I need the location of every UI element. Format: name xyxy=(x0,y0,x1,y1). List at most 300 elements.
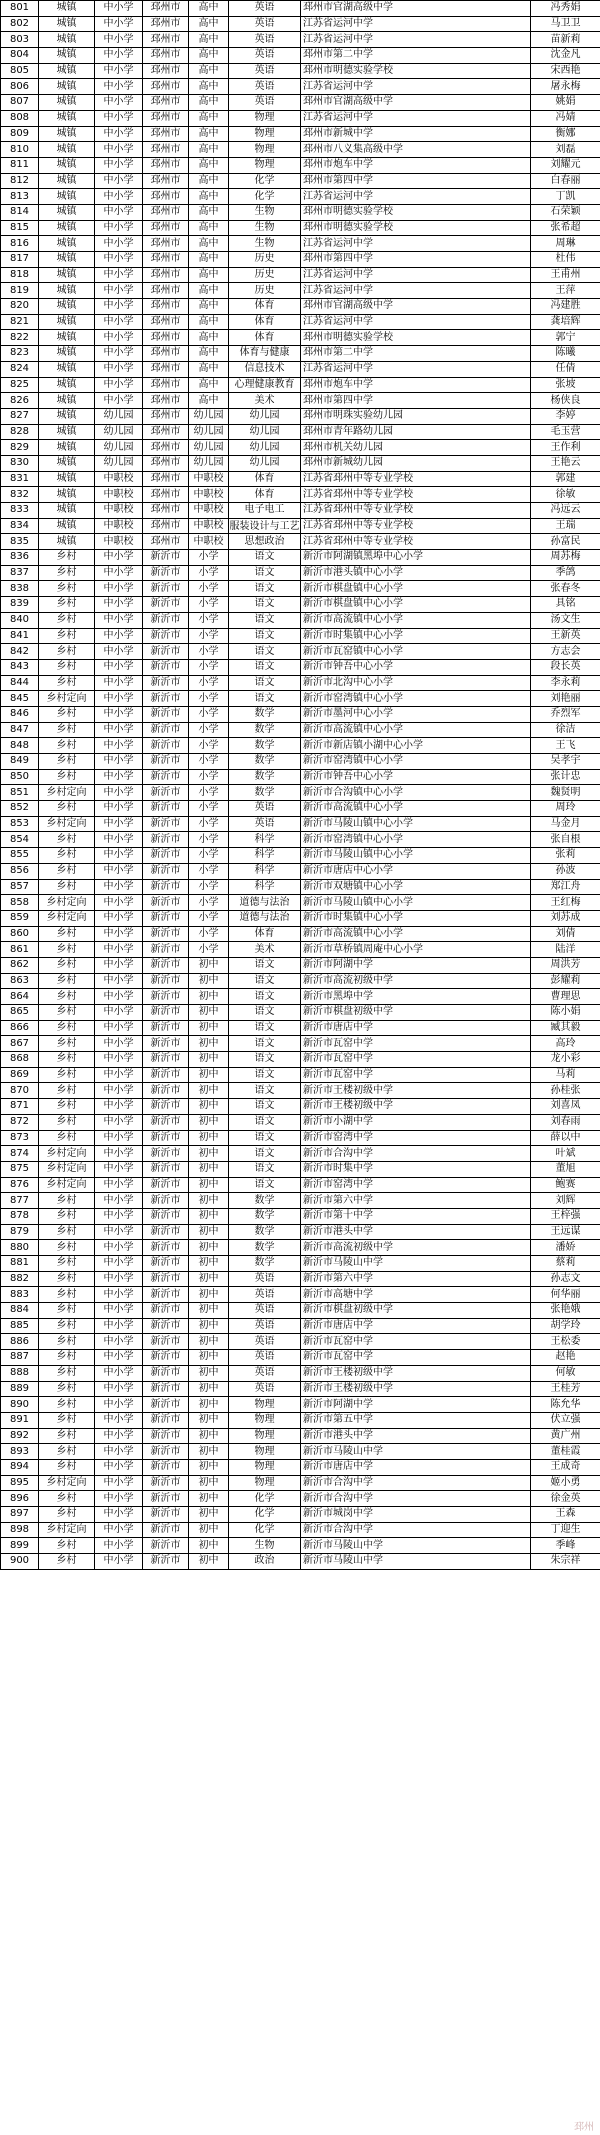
cell-city: 新沂市 xyxy=(143,769,189,785)
cell-level: 中小学 xyxy=(95,910,143,926)
cell-name: 陈允华 xyxy=(531,1397,600,1413)
cell-school: 新沂市第六中学 xyxy=(301,1271,531,1287)
cell-name: 曹理思 xyxy=(531,989,600,1005)
cell-no: 828 xyxy=(1,424,39,440)
cell-area: 城镇 xyxy=(39,63,95,79)
cell-area: 乡村 xyxy=(39,973,95,989)
cell-name: 张希超 xyxy=(531,220,600,236)
cell-school: 新沂市王楼初级中学 xyxy=(301,1381,531,1397)
cell-no: 850 xyxy=(1,769,39,785)
cell-name: 徐敏 xyxy=(531,487,600,503)
cell-school: 新沂市王楼初级中学 xyxy=(301,1083,531,1099)
cell-stage: 高中 xyxy=(189,126,229,142)
table-row xyxy=(1,1052,600,1068)
table-row xyxy=(1,612,600,628)
cell-school: 江苏省邳州中等专业学校 xyxy=(301,534,531,550)
table-row xyxy=(1,1193,600,1209)
cell-subject: 生物 xyxy=(229,220,301,236)
table-row xyxy=(1,910,600,926)
cell-no: 865 xyxy=(1,1005,39,1021)
cell-name: 王松委 xyxy=(531,1334,600,1350)
cell-stage: 初中 xyxy=(189,957,229,973)
cell-subject: 历史 xyxy=(229,252,301,268)
cell-no: 895 xyxy=(1,1475,39,1491)
cell-subject: 体育 xyxy=(229,926,301,942)
cell-city: 邳州市 xyxy=(143,63,189,79)
cell-subject: 数学 xyxy=(229,1208,301,1224)
cell-subject: 语文 xyxy=(229,1177,301,1193)
cell-city: 新沂市 xyxy=(143,816,189,832)
table-row xyxy=(1,1036,600,1052)
cell-subject: 语文 xyxy=(229,1161,301,1177)
cell-city: 邳州市 xyxy=(143,503,189,519)
cell-level: 中小学 xyxy=(95,361,143,377)
cell-subject: 体育 xyxy=(229,299,301,315)
cell-city: 邳州市 xyxy=(143,330,189,346)
cell-school: 新沂市唐店中学 xyxy=(301,1459,531,1475)
table-row xyxy=(1,1522,600,1538)
cell-area: 城镇 xyxy=(39,455,95,471)
cell-subject: 语文 xyxy=(229,1052,301,1068)
cell-city: 新沂市 xyxy=(143,1067,189,1083)
cell-level: 中小学 xyxy=(95,1146,143,1162)
cell-subject: 历史 xyxy=(229,267,301,283)
cell-school: 江苏省运河中学 xyxy=(301,110,531,126)
cell-subject: 生物 xyxy=(229,1538,301,1554)
cell-subject: 语文 xyxy=(229,1130,301,1146)
cell-school: 新沂市窑湾镇中心小学 xyxy=(301,691,531,707)
cell-name: 李婷 xyxy=(531,408,600,424)
cell-school: 新沂市瓦窑中学 xyxy=(301,1052,531,1068)
table-row xyxy=(1,675,600,691)
cell-school: 新沂市第六中学 xyxy=(301,1193,531,1209)
cell-subject: 语文 xyxy=(229,1146,301,1162)
cell-stage: 初中 xyxy=(189,1507,229,1523)
cell-name: 伏立强 xyxy=(531,1412,600,1428)
table-row xyxy=(1,204,600,220)
cell-area: 乡村定向 xyxy=(39,1161,95,1177)
cell-school: 新沂市瓦窑镇中心小学 xyxy=(301,644,531,660)
cell-school: 新沂市墨河中心小学 xyxy=(301,706,531,722)
cell-city: 新沂市 xyxy=(143,1522,189,1538)
cell-level: 中小学 xyxy=(95,769,143,785)
table-row xyxy=(1,957,600,973)
table-row xyxy=(1,1020,600,1036)
cell-school: 邳州市新城幼儿园 xyxy=(301,455,531,471)
cell-subject: 物理 xyxy=(229,142,301,158)
table-row xyxy=(1,1365,600,1381)
cell-level: 中小学 xyxy=(95,189,143,205)
cell-subject: 英语 xyxy=(229,32,301,48)
cell-subject: 物理 xyxy=(229,1475,301,1491)
cell-level: 中小学 xyxy=(95,1444,143,1460)
table-row xyxy=(1,550,600,566)
cell-name: 臧其毅 xyxy=(531,1020,600,1036)
cell-level: 中职校 xyxy=(95,503,143,519)
table-row xyxy=(1,1507,600,1523)
table-row xyxy=(1,565,600,581)
cell-area: 城镇 xyxy=(39,424,95,440)
cell-city: 新沂市 xyxy=(143,1161,189,1177)
cell-stage: 初中 xyxy=(189,989,229,1005)
cell-subject: 英语 xyxy=(229,79,301,95)
cell-city: 新沂市 xyxy=(143,1554,189,1570)
table-row xyxy=(1,848,600,864)
cell-area: 城镇 xyxy=(39,518,95,534)
cell-stage: 初中 xyxy=(189,1381,229,1397)
table-row xyxy=(1,597,600,613)
table-row xyxy=(1,895,600,911)
cell-name: 张坡 xyxy=(531,377,600,393)
cell-stage: 小学 xyxy=(189,628,229,644)
cell-no: 873 xyxy=(1,1130,39,1146)
cell-city: 邳州市 xyxy=(143,267,189,283)
table-row xyxy=(1,471,600,487)
cell-no: 807 xyxy=(1,95,39,111)
cell-stage: 初中 xyxy=(189,1412,229,1428)
cell-no: 822 xyxy=(1,330,39,346)
cell-name: 龙小彩 xyxy=(531,1052,600,1068)
cell-area: 乡村定向 xyxy=(39,1522,95,1538)
cell-no: 808 xyxy=(1,110,39,126)
cell-name: 杨侠良 xyxy=(531,393,600,409)
cell-no: 880 xyxy=(1,1240,39,1256)
cell-city: 新沂市 xyxy=(143,691,189,707)
cell-stage: 初中 xyxy=(189,1067,229,1083)
cell-city: 新沂市 xyxy=(143,785,189,801)
cell-area: 乡村 xyxy=(39,1083,95,1099)
cell-area: 乡村 xyxy=(39,1067,95,1083)
cell-level: 中小学 xyxy=(95,1303,143,1319)
cell-area: 城镇 xyxy=(39,408,95,424)
cell-stage: 高中 xyxy=(189,330,229,346)
cell-no: 837 xyxy=(1,565,39,581)
cell-stage: 小学 xyxy=(189,863,229,879)
cell-stage: 初中 xyxy=(189,1334,229,1350)
cell-level: 中小学 xyxy=(95,252,143,268)
cell-school: 新沂市双塘镇中心小学 xyxy=(301,879,531,895)
cell-area: 城镇 xyxy=(39,142,95,158)
cell-no: 899 xyxy=(1,1538,39,1554)
cell-level: 幼儿园 xyxy=(95,455,143,471)
table-row xyxy=(1,1350,600,1366)
cell-no: 892 xyxy=(1,1428,39,1444)
cell-school: 新沂市瓦窑中学 xyxy=(301,1334,531,1350)
cell-name: 汤文生 xyxy=(531,612,600,628)
cell-name: 衡娜 xyxy=(531,126,600,142)
cell-area: 城镇 xyxy=(39,157,95,173)
cell-subject: 英语 xyxy=(229,1365,301,1381)
cell-area: 城镇 xyxy=(39,204,95,220)
cell-stage: 初中 xyxy=(189,1193,229,1209)
cell-subject: 科学 xyxy=(229,832,301,848)
cell-name: 具铭 xyxy=(531,597,600,613)
cell-school: 新沂市合沟镇中心小学 xyxy=(301,785,531,801)
cell-area: 乡村 xyxy=(39,1271,95,1287)
cell-school: 江苏省邳州中等专业学校 xyxy=(301,487,531,503)
cell-area: 乡村 xyxy=(39,926,95,942)
cell-area: 乡村 xyxy=(39,801,95,817)
table-row xyxy=(1,644,600,660)
cell-stage: 初中 xyxy=(189,1083,229,1099)
cell-stage: 小学 xyxy=(189,769,229,785)
cell-stage: 初中 xyxy=(189,1130,229,1146)
cell-subject: 英语 xyxy=(229,95,301,111)
cell-area: 乡村 xyxy=(39,1193,95,1209)
cell-stage: 初中 xyxy=(189,1036,229,1052)
cell-city: 新沂市 xyxy=(143,926,189,942)
cell-level: 中小学 xyxy=(95,1397,143,1413)
cell-subject: 英语 xyxy=(229,1,301,17)
cell-stage: 初中 xyxy=(189,1099,229,1115)
cell-name: 徐金英 xyxy=(531,1491,600,1507)
cell-level: 中小学 xyxy=(95,989,143,1005)
cell-city: 新沂市 xyxy=(143,957,189,973)
cell-subject: 语文 xyxy=(229,565,301,581)
table-row xyxy=(1,518,600,534)
cell-name: 刘春雨 xyxy=(531,1114,600,1130)
cell-level: 中小学 xyxy=(95,393,143,409)
cell-level: 中小学 xyxy=(95,691,143,707)
table-row xyxy=(1,455,600,471)
cell-name: 王森 xyxy=(531,1507,600,1523)
cell-area: 乡村 xyxy=(39,628,95,644)
cell-stage: 高中 xyxy=(189,377,229,393)
cell-school: 邳州市官湖高级中学 xyxy=(301,299,531,315)
cell-city: 邳州市 xyxy=(143,299,189,315)
cell-school: 邳州市第四中学 xyxy=(301,393,531,409)
cell-stage: 初中 xyxy=(189,1114,229,1130)
cell-no: 866 xyxy=(1,1020,39,1036)
cell-school: 新沂市唐店中学 xyxy=(301,1020,531,1036)
cell-stage: 小学 xyxy=(189,706,229,722)
cell-area: 乡村 xyxy=(39,1397,95,1413)
cell-stage: 初中 xyxy=(189,1052,229,1068)
cell-area: 城镇 xyxy=(39,314,95,330)
cell-no: 858 xyxy=(1,895,39,911)
cell-name: 刘喜凤 xyxy=(531,1099,600,1115)
cell-subject: 语文 xyxy=(229,957,301,973)
cell-subject: 语文 xyxy=(229,644,301,660)
cell-school: 江苏省运河中学 xyxy=(301,283,531,299)
cell-subject: 物理 xyxy=(229,1397,301,1413)
cell-area: 乡村 xyxy=(39,1459,95,1475)
cell-school: 新沂市瓦窑中学 xyxy=(301,1036,531,1052)
cell-no: 881 xyxy=(1,1256,39,1272)
cell-name: 郑江舟 xyxy=(531,879,600,895)
cell-area: 城镇 xyxy=(39,1,95,17)
table-row xyxy=(1,785,600,801)
cell-area: 城镇 xyxy=(39,252,95,268)
cell-level: 中小学 xyxy=(95,659,143,675)
cell-name: 王艳云 xyxy=(531,455,600,471)
cell-subject: 英语 xyxy=(229,1318,301,1334)
cell-area: 乡村 xyxy=(39,706,95,722)
cell-city: 邳州市 xyxy=(143,173,189,189)
table-row xyxy=(1,722,600,738)
cell-subject: 体育 xyxy=(229,471,301,487)
cell-name: 张计忠 xyxy=(531,769,600,785)
cell-area: 乡村 xyxy=(39,1303,95,1319)
cell-school: 江苏省邳州中等专业学校 xyxy=(301,518,531,534)
cell-no: 821 xyxy=(1,314,39,330)
cell-level: 中小学 xyxy=(95,126,143,142)
cell-no: 817 xyxy=(1,252,39,268)
cell-no: 897 xyxy=(1,1507,39,1523)
cell-city: 邳州市 xyxy=(143,283,189,299)
cell-city: 新沂市 xyxy=(143,879,189,895)
cell-name: 马卫卫 xyxy=(531,16,600,32)
cell-subject: 语文 xyxy=(229,597,301,613)
table-row xyxy=(1,1099,600,1115)
cell-area: 乡村 xyxy=(39,832,95,848)
cell-stage: 小学 xyxy=(189,801,229,817)
cell-subject: 语文 xyxy=(229,989,301,1005)
table-row xyxy=(1,1334,600,1350)
cell-level: 中小学 xyxy=(95,110,143,126)
cell-city: 新沂市 xyxy=(143,722,189,738)
cell-area: 乡村 xyxy=(39,1334,95,1350)
cell-no: 841 xyxy=(1,628,39,644)
cell-name: 徐洁 xyxy=(531,722,600,738)
cell-no: 888 xyxy=(1,1365,39,1381)
cell-stage: 初中 xyxy=(189,1303,229,1319)
cell-city: 新沂市 xyxy=(143,1114,189,1130)
cell-area: 乡村定向 xyxy=(39,1146,95,1162)
cell-no: 810 xyxy=(1,142,39,158)
cell-city: 邳州市 xyxy=(143,346,189,362)
cell-area: 城镇 xyxy=(39,32,95,48)
cell-level: 中小学 xyxy=(95,1193,143,1209)
cell-area: 城镇 xyxy=(39,220,95,236)
cell-name: 蔡莉 xyxy=(531,1256,600,1272)
cell-city: 新沂市 xyxy=(143,1507,189,1523)
cell-school: 邳州市新城中学 xyxy=(301,126,531,142)
cell-stage: 小学 xyxy=(189,895,229,911)
cell-city: 新沂市 xyxy=(143,1365,189,1381)
cell-city: 新沂市 xyxy=(143,1350,189,1366)
cell-no: 844 xyxy=(1,675,39,691)
cell-area: 城镇 xyxy=(39,126,95,142)
cell-no: 898 xyxy=(1,1522,39,1538)
cell-name: 王甫州 xyxy=(531,267,600,283)
cell-stage: 小学 xyxy=(189,565,229,581)
cell-level: 中小学 xyxy=(95,1,143,17)
cell-area: 乡村 xyxy=(39,1240,95,1256)
cell-city: 新沂市 xyxy=(143,675,189,691)
cell-school: 新沂市瓦窑中学 xyxy=(301,1067,531,1083)
cell-no: 874 xyxy=(1,1146,39,1162)
cell-subject: 思想政治 xyxy=(229,534,301,550)
cell-level: 中小学 xyxy=(95,173,143,189)
cell-stage: 高中 xyxy=(189,110,229,126)
cell-city: 新沂市 xyxy=(143,1052,189,1068)
cell-area: 乡村 xyxy=(39,738,95,754)
cell-area: 乡村 xyxy=(39,942,95,958)
cell-stage: 中职校 xyxy=(189,487,229,503)
cell-name: 孙志文 xyxy=(531,1271,600,1287)
cell-level: 中小学 xyxy=(95,1522,143,1538)
cell-city: 邳州市 xyxy=(143,440,189,456)
cell-no: 806 xyxy=(1,79,39,95)
cell-no: 833 xyxy=(1,503,39,519)
cell-level: 中小学 xyxy=(95,628,143,644)
table-row xyxy=(1,1444,600,1460)
cell-subject: 英语 xyxy=(229,816,301,832)
cell-city: 邳州市 xyxy=(143,79,189,95)
cell-name: 石荣颖 xyxy=(531,204,600,220)
cell-no: 887 xyxy=(1,1350,39,1366)
cell-school: 新沂市钟吾中心小学 xyxy=(301,769,531,785)
cell-no: 851 xyxy=(1,785,39,801)
cell-school: 新沂市港头镇中心小学 xyxy=(301,565,531,581)
cell-level: 中小学 xyxy=(95,1005,143,1021)
cell-name: 刘苏成 xyxy=(531,910,600,926)
cell-name: 段长英 xyxy=(531,659,600,675)
cell-school: 邳州市明德实验学校 xyxy=(301,220,531,236)
cell-level: 中小学 xyxy=(95,1318,143,1334)
cell-city: 邳州市 xyxy=(143,534,189,550)
cell-name: 杜伟 xyxy=(531,252,600,268)
cell-no: 890 xyxy=(1,1397,39,1413)
cell-stage: 小学 xyxy=(189,910,229,926)
cell-level: 中小学 xyxy=(95,1177,143,1193)
cell-level: 中小学 xyxy=(95,597,143,613)
cell-subject: 语文 xyxy=(229,1083,301,1099)
watermark: 邳州 xyxy=(574,2122,594,2133)
cell-no: 812 xyxy=(1,173,39,189)
cell-stage: 小学 xyxy=(189,659,229,675)
cell-school: 江苏省运河中学 xyxy=(301,236,531,252)
cell-area: 乡村定向 xyxy=(39,785,95,801)
cell-name: 刘磊 xyxy=(531,142,600,158)
cell-no: 864 xyxy=(1,989,39,1005)
table-row xyxy=(1,79,600,95)
cell-stage: 小学 xyxy=(189,675,229,691)
cell-subject: 体育 xyxy=(229,487,301,503)
cell-name: 张自根 xyxy=(531,832,600,848)
cell-school: 邳州市官湖高级中学 xyxy=(301,1,531,17)
cell-name: 方志会 xyxy=(531,644,600,660)
cell-no: 886 xyxy=(1,1334,39,1350)
cell-stage: 初中 xyxy=(189,973,229,989)
cell-school: 邳州市炮车中学 xyxy=(301,157,531,173)
cell-name: 彭耀莉 xyxy=(531,973,600,989)
cell-name: 龚培辉 xyxy=(531,314,600,330)
cell-school: 新沂市阿湖镇黑埠中心小学 xyxy=(301,550,531,566)
cell-subject: 数学 xyxy=(229,769,301,785)
cell-level: 中小学 xyxy=(95,220,143,236)
table-row xyxy=(1,1161,600,1177)
cell-city: 新沂市 xyxy=(143,1303,189,1319)
table-row xyxy=(1,299,600,315)
cell-area: 乡村 xyxy=(39,863,95,879)
cell-area: 乡村 xyxy=(39,612,95,628)
cell-level: 中小学 xyxy=(95,1271,143,1287)
cell-school: 新沂市唐店中心小学 xyxy=(301,863,531,879)
cell-city: 邳州市 xyxy=(143,471,189,487)
cell-school: 邳州市明珠实验幼儿园 xyxy=(301,408,531,424)
cell-subject: 英语 xyxy=(229,1287,301,1303)
cell-stage: 初中 xyxy=(189,1428,229,1444)
cell-level: 中小学 xyxy=(95,1130,143,1146)
cell-level: 中小学 xyxy=(95,1161,143,1177)
cell-city: 新沂市 xyxy=(143,1475,189,1491)
cell-no: 896 xyxy=(1,1491,39,1507)
cell-no: 835 xyxy=(1,534,39,550)
cell-name: 魏贤明 xyxy=(531,785,600,801)
table-row xyxy=(1,659,600,675)
